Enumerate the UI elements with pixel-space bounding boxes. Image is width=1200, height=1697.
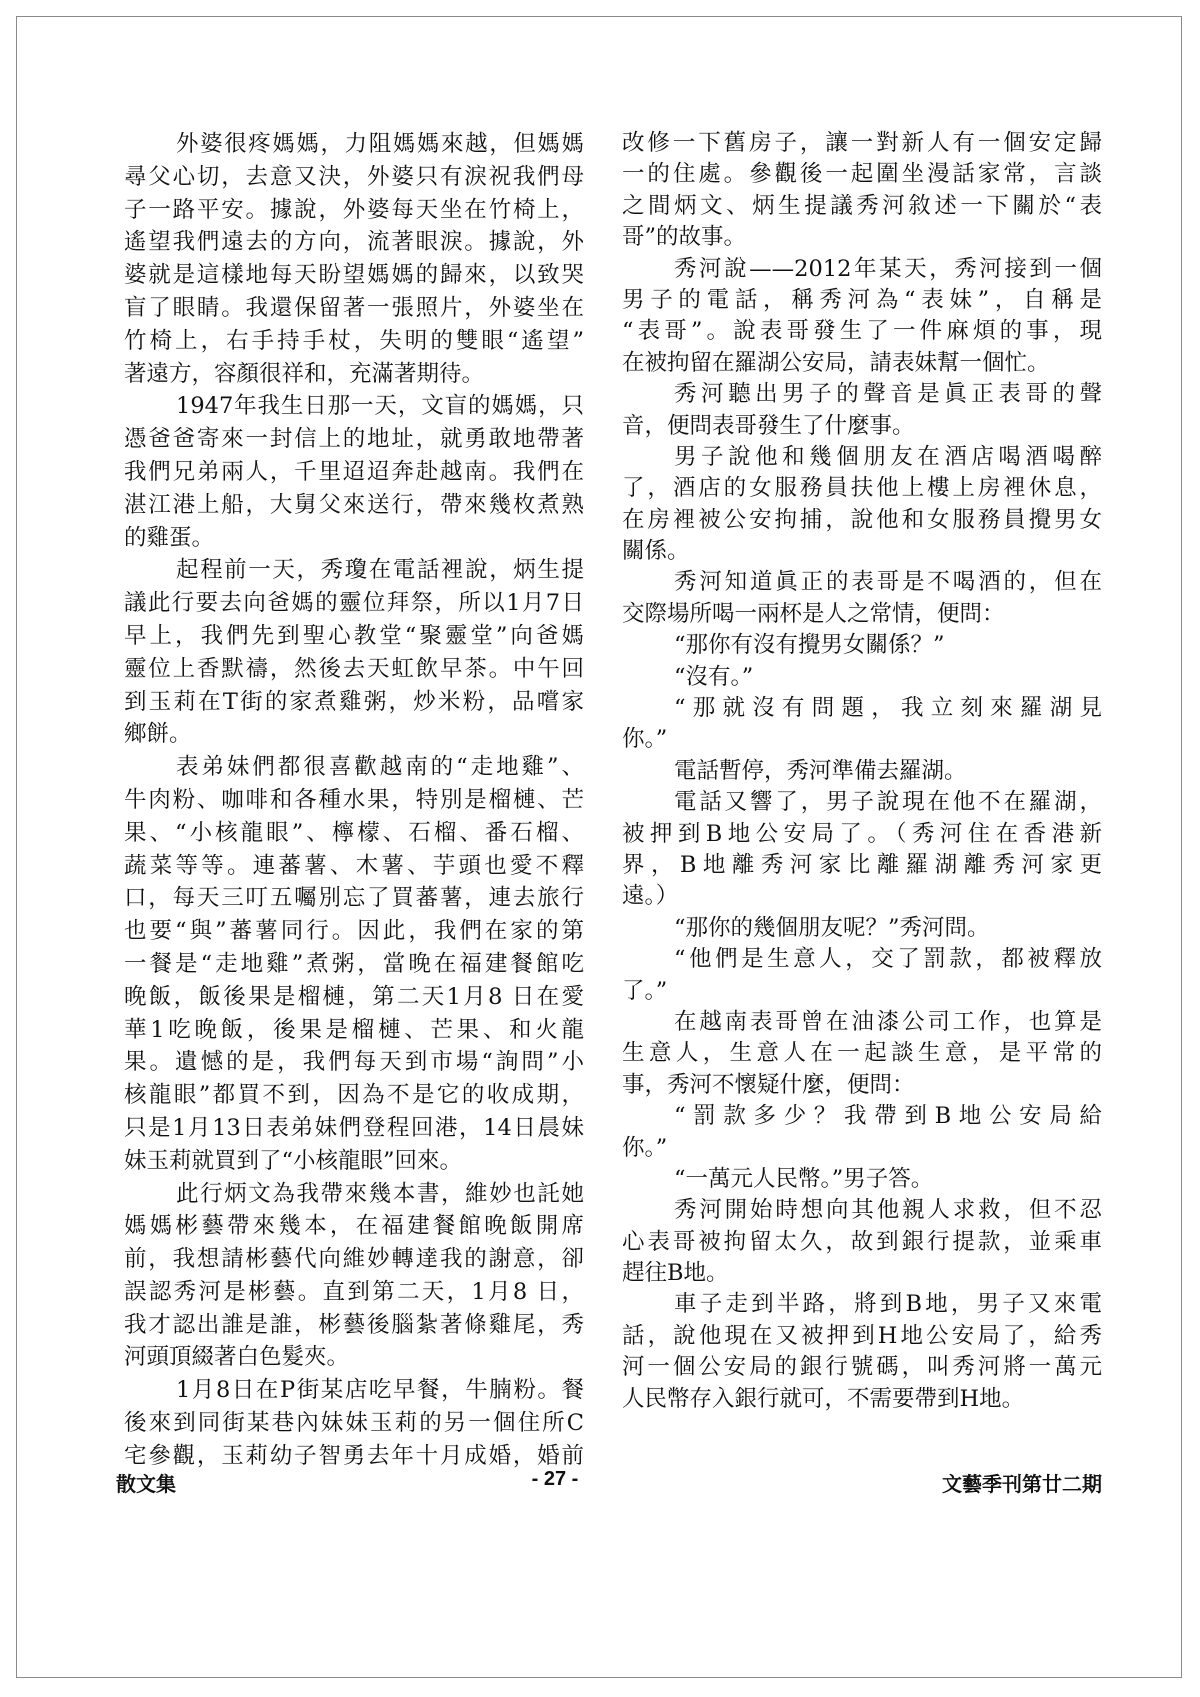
text-line: 婆就是這樣地每天盼望媽媽的歸來，以致哭: [124, 262, 584, 289]
paragraph: [622, 913, 1102, 944]
text-line: 鄉餅。: [124, 721, 192, 748]
text-line: 誤認秀河是彬藝。直到第二天，1月8 日，: [124, 1278, 584, 1305]
text-line: 尋父心切，去意又決，外婆只有淚祝我們母: [124, 163, 584, 190]
text-line: 秀河知道眞正的表哥是不喝酒的，但在: [674, 569, 1102, 596]
left-column: [124, 128, 584, 1473]
text-line: 一的住處。參觀後一起圍坐漫話家常，言談: [622, 161, 1102, 188]
text-line: 秀河聽出男子的聲音是眞正表哥的聲: [674, 381, 1102, 408]
text-line: 男子說他和幾個朋友在酒店喝酒喝醉: [674, 443, 1102, 470]
text-line: 議此行要去向爸媽的靈位拜祭，所以1月7日: [124, 590, 584, 617]
text-line: “他們是生意人，交了罰款，都被釋放: [674, 946, 1102, 973]
text-line: 口，每天三叮五囑別忘了買蕃薯，連去旅行: [124, 885, 584, 912]
text-line: 哥”的故事。: [622, 224, 747, 251]
text-line: 男子的電話，稱秀河為“表妹”，自稱是: [622, 286, 1102, 313]
paragraph: [124, 390, 584, 554]
text-line: “罰款多少？我帶到B地公安局給: [674, 1103, 1102, 1130]
paragraph: [622, 1195, 1102, 1289]
text-line: 宅參觀，玉莉幼子智勇去年十月成婚，婚前: [124, 1442, 584, 1469]
text-line: 妹玉莉就買到了“小核龍眼”回來。: [124, 1147, 463, 1174]
text-line: 了，酒店的女服務員扶他上樓上房裡休息，: [622, 475, 1102, 502]
paragraph: [622, 1007, 1102, 1101]
paragraph: [124, 128, 584, 390]
text-line: 河一個公安局的銀行號碼，叫秀河將一萬元: [622, 1354, 1102, 1381]
footer-publication-title: 文藝季刊第廿二期: [942, 1474, 1102, 1496]
text-line: 只是1月13日表弟妹們登程回港，14日晨妹: [124, 1114, 584, 1141]
paragraph: [622, 379, 1102, 442]
text-line: 華1吃晚飯，後果是榴槤、芒果、和火龍: [124, 1016, 584, 1043]
text-line: 了。”: [622, 977, 668, 1004]
paragraph: [622, 630, 1102, 661]
text-line: 界，B地離秀河家比離羅湖離秀河家更: [622, 851, 1102, 878]
text-line: 秀河說——2012年某天，秀河接到一個: [674, 255, 1102, 282]
text-line: 我們兄弟兩人，千里迢迢奔赴越南。我們在: [124, 458, 584, 485]
text-line: 話，說他現在又被押到H地公安局了，給秀: [622, 1322, 1102, 1349]
paragraph: [124, 1178, 584, 1375]
text-line: 心表哥被拘留太久，故到銀行提款，並乘車: [622, 1228, 1102, 1255]
text-line: 蔬菜等等。連蕃薯、木薯、芋頭也愛不釋: [124, 852, 584, 879]
paragraph: [622, 254, 1102, 380]
text-line: 媽媽彬藝帶來幾本，在福建餐館晚飯開席: [124, 1213, 584, 1240]
text-line: 遙望我們遠去的方向，流著眼淚。據說，外: [124, 229, 584, 256]
text-line: 之間炳文、炳生提議秀河敘述一下關於“表: [622, 192, 1102, 219]
paragraph: [622, 787, 1102, 913]
text-line: 1947年我生日那一天，文盲的媽媽，只: [176, 393, 584, 420]
text-line: 外婆很疼媽媽，力阻媽媽來越，但媽媽: [176, 131, 584, 157]
paragraph: [622, 442, 1102, 568]
text-line: 遠。）: [622, 883, 679, 910]
text-line: 此行炳文為我帶來幾本書，維妙也託她: [176, 1180, 584, 1207]
text-line: “那你的幾個朋友呢？”秀河問。: [674, 914, 990, 941]
text-line: 的雞蛋。: [124, 524, 215, 551]
text-line: 電話暫停，秀河準備去羅湖。: [674, 757, 967, 784]
paragraph: [622, 756, 1102, 787]
text-line: 交際場所喝一兩杯是人之常情，便問：: [622, 600, 1005, 627]
text-line: 果、“小核龍眼”、檸檬、石榴、番石榴、: [124, 819, 584, 846]
paragraph: [622, 128, 1102, 254]
text-line: “那就沒有問題，我立刻來羅湖見: [674, 695, 1102, 722]
text-line: 核龍眼”都買不到，因為不是它的收成期，: [124, 1082, 584, 1109]
text-line: 早上，我們先到聖心教堂“聚靈堂”向爸媽: [124, 622, 584, 649]
text-line: 果。遺憾的是，我們每天到市場“詢問”小: [124, 1049, 584, 1076]
text-line: 被押到B地公安局了。（秀河住在香港新: [622, 820, 1102, 847]
text-line: 關係。: [622, 538, 690, 565]
text-line: 後來到同街某巷內妹妹玉莉的另一個住所C: [124, 1410, 584, 1437]
text-line: 湛江港上船，大舅父來送行，帶來幾枚煮熟: [124, 491, 584, 518]
text-line: 著遠方，容顏很祥和，充滿著期待。: [124, 360, 485, 387]
paragraph: [622, 567, 1102, 630]
text-line: “沒有。”: [674, 663, 754, 690]
text-line: “表哥”。說表哥發生了一件麻煩的事，現: [622, 318, 1102, 345]
text-line: 憑爸爸寄來一封信上的地址，就勇敢地帶著: [124, 426, 584, 453]
paragraph: [622, 1101, 1102, 1164]
text-line: “一萬元人民幣。”男子答。: [674, 1165, 934, 1192]
text-line: 河頭頂綴著白色髮夾。: [124, 1344, 350, 1371]
text-line: 盲了眼睛。我還保留著一張照片，外婆坐在: [124, 294, 584, 321]
text-line: 到玉莉在T街的家煮雞粥，炒米粉，品嚐家: [124, 688, 584, 715]
text-line: 1月8日在P街某店吃早餐，牛腩粉。餐: [176, 1377, 584, 1404]
footer-section-name: 散文集: [116, 1474, 176, 1496]
text-line: 在房裡被公安拘捕，說他和女服務員攪男女: [622, 506, 1102, 533]
text-line: 電話又響了，男子說現在他不在羅湖，: [674, 789, 1102, 816]
text-line: 你。”: [622, 726, 668, 753]
text-line: 人民幣存入銀行就可，不需要帶到H地。: [622, 1385, 1025, 1412]
paragraph: [622, 944, 1102, 1007]
text-line: 也要“與”蕃薯同行。因此，我們在家的第: [124, 918, 584, 945]
text-line: 靈位上香默禱，然後去天虹飲早茶。中午回: [124, 655, 584, 682]
paragraph: [622, 1164, 1102, 1195]
text-line: 你。”: [622, 1134, 668, 1161]
text-line: “那你有沒有攪男女關係？”: [674, 632, 945, 659]
paragraph: [124, 554, 584, 751]
paragraph: [124, 751, 584, 1177]
paragraph: [124, 1374, 584, 1472]
paragraph: [622, 693, 1102, 756]
text-line: 我才認出誰是誰，彬藝後腦紮著條雞尾，秀: [124, 1311, 584, 1338]
text-line: 音，便問表哥發生了什麼事。: [622, 412, 915, 439]
text-line: 牛肉粉、咖啡和各種水果，特別是榴槤、芒: [124, 786, 584, 813]
text-line: 生意人，生意人在一起談生意，是平常的: [622, 1040, 1102, 1067]
text-line: 一餐是“走地雞”煮粥，當晚在福建餐館吃: [124, 950, 584, 977]
text-line: 晚飯，飯後果是榴槤，第二天1月8 日在愛: [124, 983, 584, 1010]
paragraph: [622, 1289, 1102, 1415]
text-line: 在被拘留在羅湖公安局，請表妹幫一個忙。: [622, 349, 1050, 376]
text-line: 在越南表哥曾在油漆公司工作，也算是: [674, 1008, 1102, 1035]
right-column: [622, 128, 1102, 1415]
text-line: 竹椅上，右手持手杖，失明的雙眼“遙望”: [124, 327, 584, 354]
text-line: 秀河開始時想向其他親人求救，但不忍: [674, 1197, 1102, 1224]
text-line: 表弟妹們都很喜歡越南的“走地雞”、: [176, 754, 584, 781]
paragraph: [622, 662, 1102, 693]
text-line: 車子走到半路，將到B地，男子又來電: [674, 1291, 1102, 1318]
text-line: 前，我想請彬藝代向維妙轉達我的謝意，卻: [124, 1246, 584, 1273]
text-line: 子一路平安。據說，外婆每天坐在竹椅上，: [124, 196, 584, 223]
text-line: 趕往B地。: [622, 1260, 729, 1287]
footer-page-number: - 27 -: [531, 1468, 579, 1490]
text-line: 事，秀河不懷疑什麼，便問：: [622, 1071, 915, 1098]
text-line: 改修一下舊房子，讓一對新人有一個安定歸: [622, 130, 1102, 156]
text-line: 起程前一天，秀瓊在電話裡說，炳生提: [176, 557, 584, 584]
